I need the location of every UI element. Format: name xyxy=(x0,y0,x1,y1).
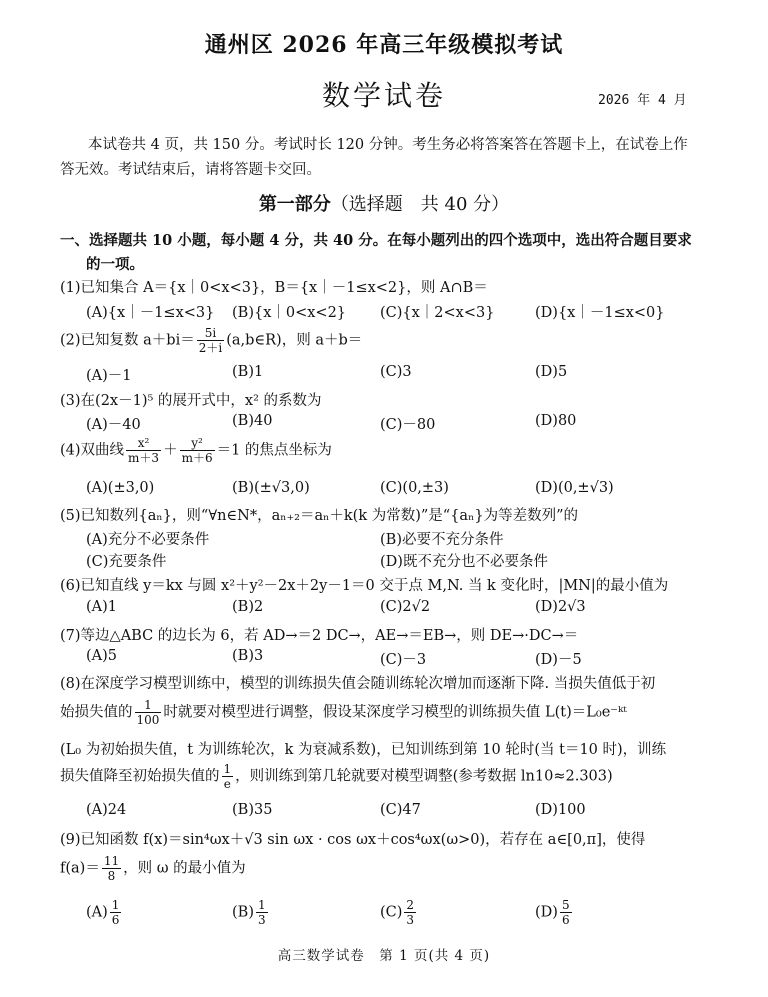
q8-option-d: (D)100 xyxy=(535,802,586,818)
part-title: 第一部分 xyxy=(258,194,331,215)
q4-option-b: (B)(±√3,0) xyxy=(232,480,310,496)
q9-option-d: (D) $\frac{5}{6}$ xyxy=(535,898,570,927)
q2-option-b: (B)1 xyxy=(232,364,264,380)
intro-paragraph: 本试卷共 4 页，共 150 分。考试时长 120 分钟。考生务必将答案答在答题卡上，在试卷上作答无效。考试结束后，请将答题卡交回。 xyxy=(60,137,688,178)
question-6-stem: (6)已知直线 y＝kx 与圆 x²＋y²－2x＋2y－1＝0 交于点 M,N. 当 k 变化时，|MN|的最小值为 xyxy=(60,578,669,594)
q5-option-a: (A)充分不必要条件 xyxy=(86,532,210,548)
question-4-stem: (4)双曲线 $\frac{\text{x²}}{m+3}$ ＋ $\frac{\text{y²}}{m+6}$ ＝1 的焦点坐标为 xyxy=(60,436,332,465)
q3-option-d: (D)80 xyxy=(535,413,577,429)
q7-option-b: (B)3 xyxy=(232,648,264,664)
part-note: （选择题 共 40 分） xyxy=(330,194,510,215)
q1-option-c: (C){x｜2<x<3} xyxy=(380,305,495,321)
exam-subtitle: 数学试卷 xyxy=(321,79,446,112)
q8-fraction-hundredth: $\frac{1}{100}$ xyxy=(136,698,160,727)
q9-option-c: (C) $\frac{2}{3}$ xyxy=(380,898,415,927)
q5-option-d: (D)既不充分也不必要条件 xyxy=(380,554,548,570)
q3-option-b: (B)40 xyxy=(232,413,273,429)
question-5-stem: (5)已知数列{aₙ}，则“∀n∈N*，aₙ₊₂＝aₙ＋k(k 为常数)”是“{aₙ}为等差数列”的 xyxy=(60,508,578,524)
question-9-line-2: f(a)＝ $\frac{11}{8}$ ，则 ω 的最小值为 xyxy=(60,854,246,883)
question-1-stem: (1)已知集合 A＝{x｜0<x<3}，B＝{x｜－1≤x<2}，则 A∩B＝ xyxy=(60,280,488,296)
q3-option-c: (C)－80 xyxy=(380,417,436,433)
q3-option-a: (A)－40 xyxy=(86,417,141,433)
exam-date: 2026 年 4 月 xyxy=(598,93,687,108)
question-2-stem: (2)已知复数 a＋bi＝ $\frac{5i}{2+i}$ (a,b∈R)，则 a＋b＝ xyxy=(60,326,363,355)
q4-option-d: (D)(0,±√3) xyxy=(535,480,614,496)
q4-option-a: (A)(±3,0) xyxy=(86,480,155,496)
q4-fraction-x: $\frac{\text{x²}}{m+3}$ xyxy=(128,436,160,465)
q7-option-c: (C)－3 xyxy=(380,652,427,668)
q4-option-c: (C)(0,±3) xyxy=(380,480,449,496)
q1-option-a: (A){x｜－1≤x<3} xyxy=(86,305,215,321)
q6-option-a: (A)1 xyxy=(86,599,118,615)
exam-title: 通州区 2026 年高三年级模拟考试 xyxy=(204,32,564,58)
q7-option-a: (A)5 xyxy=(86,648,118,664)
q5-option-c: (C)充要条件 xyxy=(86,554,167,570)
q8-option-c: (C)47 xyxy=(380,802,421,818)
q4-fraction-y: $\frac{\text{y²}}{m+6}$ xyxy=(181,436,213,465)
q2-option-d: (D)5 xyxy=(535,364,568,380)
question-8-line-3: (L₀ 为初始损失值，t 为训练轮次，k 为衰减系数)，已知训练到第 10 轮时(当 t＝10 时)，训练 xyxy=(60,742,667,758)
q8-fraction-e: $\frac{1}{e}$ xyxy=(223,762,232,791)
question-7-stem: (7)等边△ABC 的边长为 6，若 AD→＝2 DC→，AE→＝EB→，则 DE→·DC→＝ xyxy=(60,628,579,644)
q6-option-c: (C)2√2 xyxy=(380,599,431,615)
q1-option-b: (B){x｜0<x<2} xyxy=(232,305,347,321)
section-heading: 一、选择题共 10 小题，每小题 4 分，共 40 分。在每小题列出的四个选项中，选出符合题目要求 xyxy=(60,232,692,249)
question-8-line-1: (8)在深度学习模型训练中，模型的训练损失值会随训练轮次增加而逐渐下降. 当损失值低于初 xyxy=(60,676,656,692)
question-9-line-1: (9)已知函数 f(x)＝sin⁴ωx＋√3 sin ωx · cos ωx＋cos⁴ωx(ω>0)，若存在 a∈[0,π]，使得 xyxy=(60,832,646,848)
q5-option-b: (B)必要不充分条件 xyxy=(380,532,504,548)
q6-option-d: (D)2√3 xyxy=(535,599,586,615)
q1-option-d: (D){x｜－1≤x<0} xyxy=(535,305,665,321)
page-footer: 高三数学试卷 第 1 页(共 4 页) xyxy=(277,948,491,964)
q2-option-c: (C)3 xyxy=(380,364,412,380)
part-heading xyxy=(0,190,768,216)
q8-option-b: (B)35 xyxy=(232,802,273,818)
question-8-line-4: 损失值降至初始损失值的 $\frac{1}{e}$ ，则训练到第几轮就要对模型调整(参考数据 ln10≈2.303) xyxy=(60,762,613,791)
q2-fraction: $\frac{5i}{2+i}$ xyxy=(198,326,223,355)
section-heading-cont: 的一项。 xyxy=(86,256,144,273)
q2-option-a: (A)－1 xyxy=(86,368,132,384)
q9-fraction: $\frac{11}{8}$ xyxy=(103,854,120,883)
question-3-stem: (3)在(2x－1)⁵ 的展开式中，x² 的系数为 xyxy=(60,393,322,409)
q8-option-a: (A)24 xyxy=(86,802,127,818)
q6-option-b: (B)2 xyxy=(232,599,264,615)
question-8-line-2: 始损失值的 $\frac{1}{100}$ 时就要对模型进行调整，假设某深度学习模型的训练损失值 L(t)＝L₀e⁻ᵏᵗ xyxy=(60,698,627,727)
q7-option-d: (D)－5 xyxy=(535,652,582,668)
q9-option-a: (A) $\frac{1}{6}$ xyxy=(86,898,120,927)
q9-option-b: (B) $\frac{1}{3}$ xyxy=(232,898,266,927)
